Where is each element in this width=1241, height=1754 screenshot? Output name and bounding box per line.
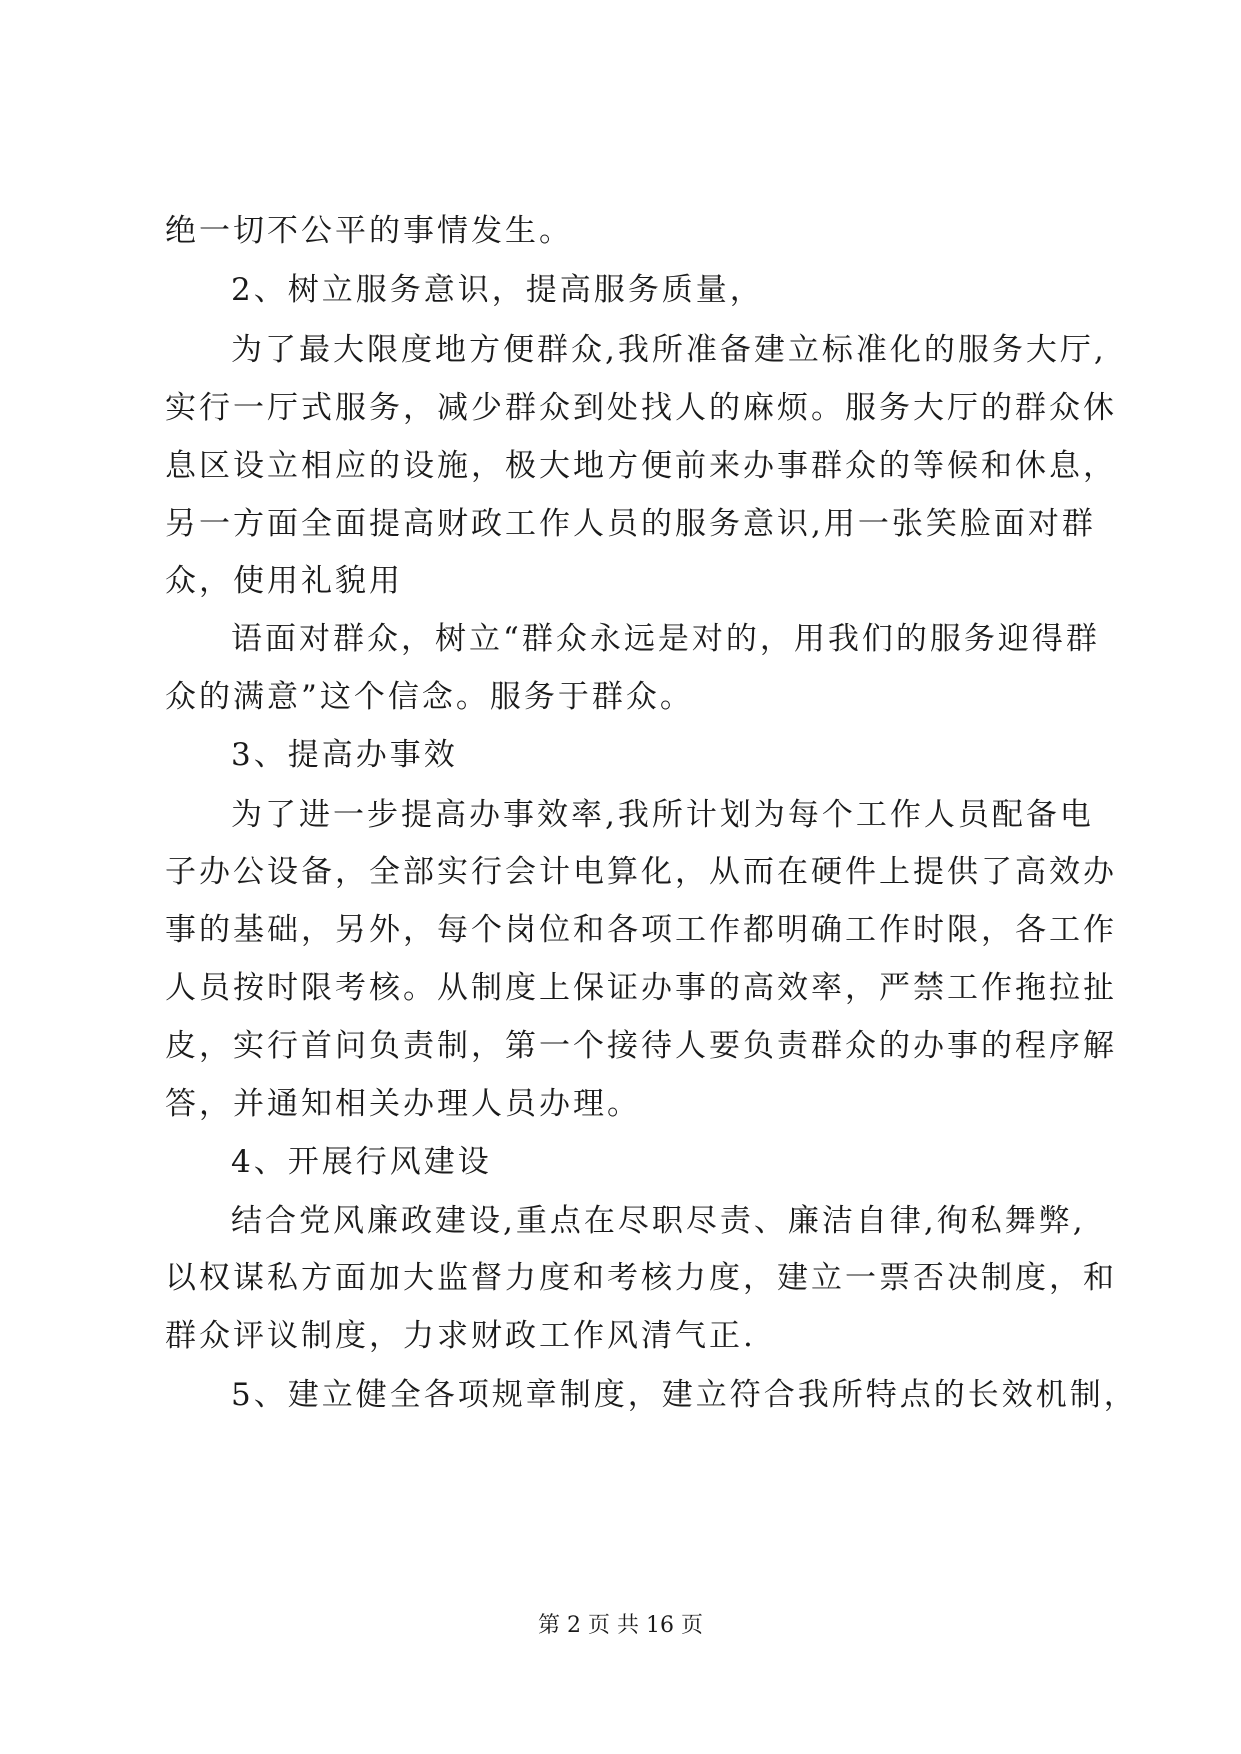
section-heading: 5、建立健全各项规章制度，建立符合我所特点的长效机制， xyxy=(231,1377,1138,1413)
paragraph-line: 众，使用礼貌用 xyxy=(165,563,403,599)
section-heading: 3、提高办事效 xyxy=(231,737,458,773)
paragraph-line: 人员按时限考核。从制度上保证办事的高效率，严禁工作拖拉扯 xyxy=(165,970,1117,1006)
paragraph-line: 结合党风廉政建设,重点在尽职尽责、廉洁自律,徇私舞弊, xyxy=(231,1203,1086,1239)
paragraph-line: 事的基础，另外，每个岗位和各项工作都明确工作时限，各工作 xyxy=(165,912,1117,948)
page-number-footer: 第 2 页 共 16 页 xyxy=(538,1613,703,1638)
body-line: 绝一切不公平的事情发生。 xyxy=(165,213,573,249)
paragraph-line: 为了进一步提高办事效率,我所计划为每个工作人员配备电 xyxy=(231,797,1094,833)
paragraph-line: 众的满意”这个信念。服务于群众。 xyxy=(165,679,694,715)
paragraph-line: 子办公设备，全部实行会计电算化，从而在硬件上提供了高效办 xyxy=(165,854,1117,890)
paragraph-line: 答，并通知相关办理人员办理。 xyxy=(165,1086,641,1122)
paragraph-line: 以权谋私方面加大监督力度和考核力度，建立一票否决制度，和 xyxy=(165,1260,1117,1296)
paragraph-line: 另一方面全面提高财政工作人员的服务意识,用一张笑脸面对群 xyxy=(165,506,1096,542)
paragraph-line: 群众评议制度，力求财政工作风清气正. xyxy=(165,1318,756,1354)
paragraph-line: 为了最大限度地方便群众,我所准备建立标准化的服务大厅, xyxy=(231,332,1107,368)
section-heading: 2、树立服务意识，提高服务质量， xyxy=(231,272,764,308)
section-heading: 4、开展行风建设 xyxy=(231,1144,492,1180)
paragraph-line: 实行一厅式服务，减少群众到处找人的麻烦。服务大厅的群众休 xyxy=(165,390,1117,426)
paragraph-line: 息区设立相应的设施，极大地方便前来办事群众的等候和休息， xyxy=(165,448,1117,484)
paragraph-line: 语面对群众，树立“群众永远是对的，用我们的服务迎得群 xyxy=(231,621,1100,657)
paragraph-line: 皮，实行首问负责制，第一个接待人要负责群众的办事的程序解 xyxy=(165,1028,1117,1064)
